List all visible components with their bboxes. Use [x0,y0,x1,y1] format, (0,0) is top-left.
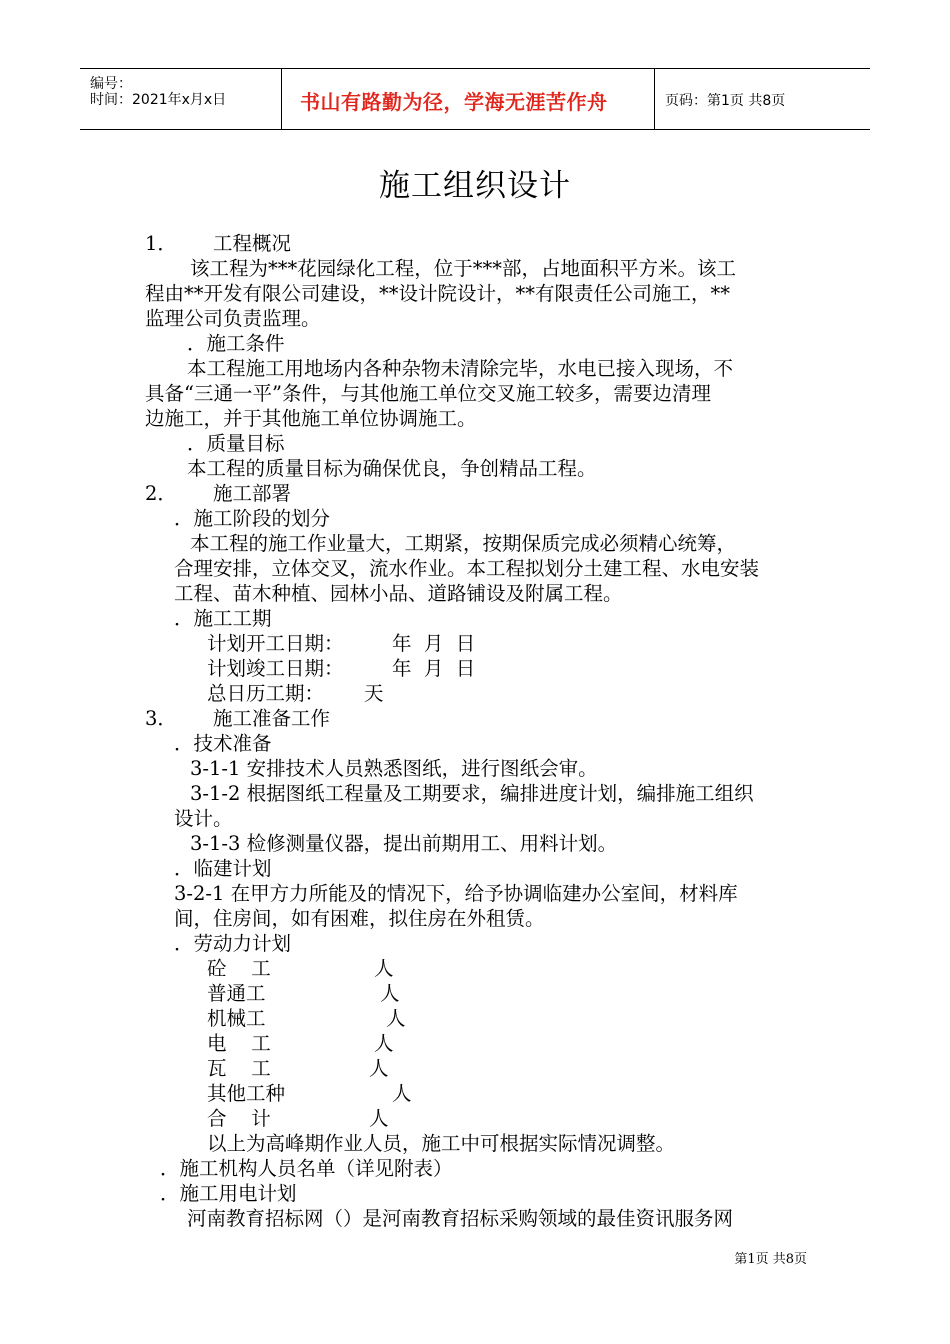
paragraph-line: 3-1-2 根据图纸工程量及工期要求，编排进度计划，编排施工组织 [190,782,754,805]
end-date-value: 年 月 日 [392,657,476,680]
labor-note: 以上为高峰期作业人员，施工中可根据实际情况调整。 [207,1132,676,1155]
section-1-number: 1． [145,232,177,255]
subsection-heading: ．临建计划 [174,857,272,880]
labor-name: 砼 工 [207,957,271,980]
document-title: 施工组织设计 [379,168,571,204]
labor-name: 机械工 [207,1007,266,1030]
start-date-value: 年 月 日 [392,632,476,655]
paragraph-line: 监理公司负责监理。 [145,307,321,330]
labor-unit: 人 [386,1007,406,1030]
labor-name: 其他工种 [207,1082,286,1105]
subsection-heading: ．施工阶段的划分 [174,507,331,530]
paragraph-line: 间，住房间，如有困难，拟住房在外租赁。 [174,907,545,930]
start-date-label: 计划开工日期： [207,632,344,655]
subsection-heading: ．施工用电计划 [160,1182,297,1205]
section-1-title: 工程概况 [213,232,292,255]
paragraph-line: 具备“三通一平”条件，与其他施工单位交叉施工较多，需要边清理 [145,382,711,405]
labor-name: 电 工 [207,1032,271,1055]
paragraph-line: 该工程为***花园绿化工程，位于***部，占地面积平方米。该工 [190,257,737,280]
labor-name: 合 计 [207,1107,271,1130]
paragraph-line: 河南教育招标网（）是河南教育招标采购领域的最佳资讯服务网 [187,1207,734,1230]
subsection-heading: ．施工条件 [187,332,285,355]
labor-unit: 人 [369,1107,389,1130]
labor-unit: 人 [374,1032,394,1055]
labor-unit: 人 [369,1057,389,1080]
labor-unit: 人 [392,1082,412,1105]
subsection-heading: ．施工工期 [174,607,272,630]
number-label: 编号： [90,76,132,92]
motto: 书山有路勤为径，学海无涯苦作舟 [300,90,608,114]
paragraph-line: 3-1-3 检修测量仪器，提出前期用工、用料计划。 [190,832,618,855]
paragraph-line: 边施工，并于其他施工单位协调施工。 [145,407,477,430]
labor-name: 普通工 [207,982,266,1005]
page-label: 页码：第1页 共8页 [665,93,786,109]
total-duration-label: 总日历工期： [207,682,325,705]
paragraph-line: 3-1-1 安排技术人员熟悉图纸，进行图纸会审。 [190,757,598,780]
subsection-heading: ．质量目标 [187,432,285,455]
total-duration-unit: 天 [364,682,384,705]
paragraph-line: 本工程施工用地场内各种杂物未清除完毕，水电已接入现场，不 [187,357,734,380]
labor-unit: 人 [380,982,400,1005]
labor-unit: 人 [374,957,394,980]
paragraph-line: 本工程的施工作业量大，工期紧，按期保质完成必须精心统筹， [190,532,737,555]
header-page-cell [655,69,870,129]
paragraph-line: 本工程的质量目标为确保优良，争创精品工程。 [187,457,597,480]
paragraph-line: 合理安排，立体交叉，流水作业。本工程拟划分土建工程、水电安装 [174,557,760,580]
end-date-label: 计划竣工日期： [207,657,344,680]
subsection-heading: ．技术准备 [174,732,272,755]
subsection-heading: ．劳动力计划 [174,932,292,955]
paragraph-line: 程由**开发有限公司建设，**设计院设计，**有限责任公司施工，** [145,282,731,305]
header-meta-cell [80,69,282,129]
section-2-number: 2． [145,482,177,505]
section-3-number: 3． [145,707,177,730]
paragraph-line: 工程、苗木种植、园林小品、道路铺设及附属工程。 [174,582,623,605]
time-label: 时间：2021年x月x日 [90,92,227,108]
paragraph-line: 设计。 [174,807,233,830]
header-table [80,68,870,130]
header-motto-cell [282,69,655,129]
subsection-heading: ．施工机构人员名单（详见附表） [160,1157,453,1180]
section-3-title: 施工准备工作 [213,707,331,730]
section-2-title: 施工部署 [213,482,292,505]
paragraph-line: 3-2-1 在甲方力所能及的情况下，给予协调临建办公室间，材料库 [174,882,738,905]
labor-name: 瓦 工 [207,1057,271,1080]
page-footer: 第1页 共8页 [734,1252,807,1267]
